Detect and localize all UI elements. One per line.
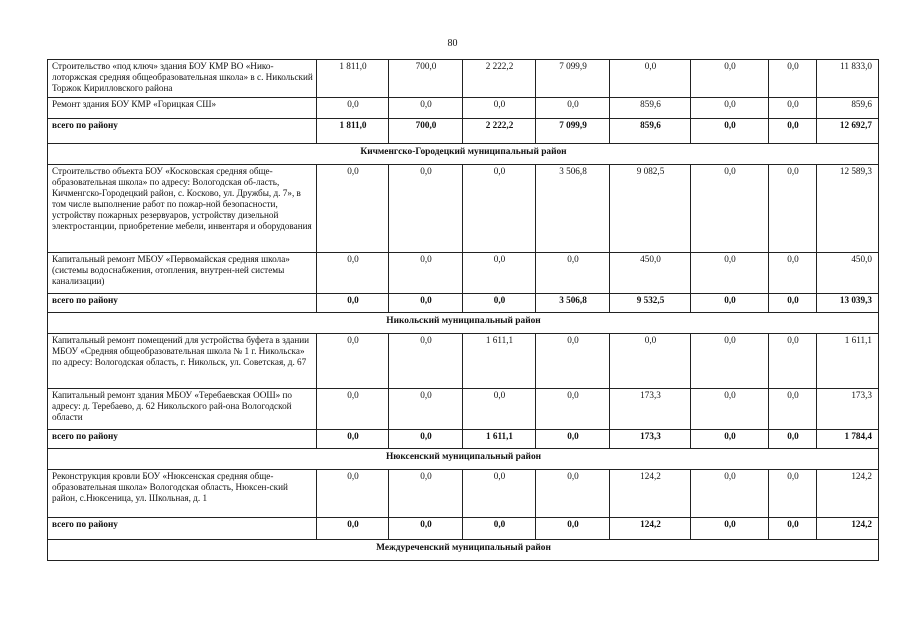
project-name-cell: Капитальный ремонт МБОУ «Первомайская средняя школа» (системы водоснабжения, отопления, внутрен-ней системы канализации) [48,253,317,294]
total-value-cell: 700,0 [389,119,463,144]
value-cell: 2 222,2 [463,60,536,98]
value-cell: 859,6 [610,98,691,119]
value-cell: 0,0 [769,389,817,430]
total-value-cell: 0,0 [389,518,463,540]
value-cell: 0,0 [463,389,536,430]
value-cell: 0,0 [691,60,769,98]
district-header-row [48,313,879,334]
value-cell: 0,0 [691,334,769,389]
value-cell: 7 099,9 [536,60,610,98]
value-cell: 0,0 [610,60,691,98]
value-cell: 1 611,1 [463,334,536,389]
table-row [48,98,879,119]
value-cell: 124,2 [817,470,879,518]
total-value-cell: 0,0 [463,294,536,313]
total-value-cell: 0,0 [536,518,610,540]
total-label-cell: всего по району [48,119,317,144]
total-value-cell: 0,0 [389,430,463,449]
district-header-row [48,540,879,561]
district-title: Никольский муниципальный район [48,313,879,334]
total-value-cell: 0,0 [463,518,536,540]
district-header-row [48,144,879,165]
total-value-cell: 0,0 [691,294,769,313]
budget-table [47,59,879,561]
value-cell: 0,0 [317,98,389,119]
total-value-cell: 0,0 [769,430,817,449]
value-cell: 0,0 [769,165,817,253]
district-total-row [48,518,879,540]
table-row [48,253,879,294]
project-name-cell: Капитальный ремонт здания МБОУ «Теребаевская ООШ» по адресу: д. Теребаево, д. 62 Никольского рай-она Вологодской области [48,389,317,430]
value-cell: 0,0 [389,253,463,294]
value-cell: 173,3 [610,389,691,430]
total-value-cell: 9 532,5 [610,294,691,313]
value-cell: 859,6 [817,98,879,119]
total-value-cell: 124,2 [610,518,691,540]
district-total-row [48,294,879,313]
district-total-row [48,119,879,144]
value-cell: 0,0 [389,389,463,430]
project-name-cell: Ремонт здания БОУ КМР «Горицкая СШ» [48,98,317,119]
table-row [48,470,879,518]
value-cell: 0,0 [536,470,610,518]
district-total-row [48,430,879,449]
value-cell: 0,0 [317,470,389,518]
value-cell: 0,0 [691,98,769,119]
project-name-cell: Строительство объекта БОУ «Косковская средняя обще-образовательная школа» по адресу: Вологодская об-ласть, Кичменгско-Городецкий район, с. Косково, ул. Дружбы, д. 7», в том числе выполнение работ по пожар-ной безопасности, устройству пожарных резервуаров, устройству дизельной электростанции, приобретение мебели, инвентаря и оборудования [48,165,317,253]
value-cell: 0,0 [691,389,769,430]
value-cell: 0,0 [536,98,610,119]
value-cell: 0,0 [317,389,389,430]
value-cell: 0,0 [389,165,463,253]
value-cell: 124,2 [610,470,691,518]
value-cell: 0,0 [691,165,769,253]
value-cell: 3 506,8 [536,165,610,253]
value-cell: 12 589,3 [817,165,879,253]
value-cell: 0,0 [691,470,769,518]
total-label-cell: всего по району [48,430,317,449]
value-cell: 0,0 [317,253,389,294]
value-cell: 9 082,5 [610,165,691,253]
total-value-cell: 0,0 [317,430,389,449]
total-value-cell: 1 811,0 [317,119,389,144]
total-label-cell: всего по району [48,518,317,540]
table-row [48,165,879,253]
value-cell: 1 811,0 [317,60,389,98]
value-cell: 0,0 [463,98,536,119]
value-cell: 0,0 [463,470,536,518]
value-cell: 0,0 [610,334,691,389]
total-value-cell: 0,0 [769,518,817,540]
value-cell: 0,0 [389,98,463,119]
value-cell: 11 833,0 [817,60,879,98]
project-name-cell: Капитальный ремонт помещений для устройства буфета в здании МБОУ «Средняя общеобразовательная школа № 1 г. Никольска» по адресу: Вологодская область, г. Никольск, ул. Советская, д. 67 [48,334,317,389]
total-value-cell: 0,0 [536,430,610,449]
value-cell: 0,0 [536,334,610,389]
total-value-cell: 124,2 [817,518,879,540]
total-value-cell: 12 692,7 [817,119,879,144]
district-title: Кичменгско-Городецкий муниципальный район [48,144,879,165]
total-value-cell: 0,0 [769,294,817,313]
total-value-cell: 0,0 [691,119,769,144]
value-cell: 0,0 [769,60,817,98]
value-cell: 0,0 [463,253,536,294]
total-value-cell: 1 784,4 [817,430,879,449]
value-cell: 0,0 [769,334,817,389]
value-cell: 450,0 [817,253,879,294]
district-header-row [48,449,879,470]
total-label-cell: всего по району [48,294,317,313]
value-cell: 0,0 [463,165,536,253]
value-cell: 0,0 [536,389,610,430]
total-value-cell: 3 506,8 [536,294,610,313]
total-value-cell: 1 611,1 [463,430,536,449]
total-value-cell: 0,0 [769,119,817,144]
total-value-cell: 0,0 [317,294,389,313]
value-cell: 173,3 [817,389,879,430]
district-title: Междуреченский муниципальный район [48,540,879,561]
value-cell: 0,0 [691,253,769,294]
value-cell: 450,0 [610,253,691,294]
table-row [48,334,879,389]
value-cell: 0,0 [769,253,817,294]
district-title: Нюксенский муниципальный район [48,449,879,470]
total-value-cell: 7 099,9 [536,119,610,144]
project-name-cell: Строительство «под ключ» здания БОУ КМР ВО «Нико-лоторжская средняя общеобразовательная школа» в с. Никольский Торжок Кирилловского района [48,60,317,98]
value-cell: 0,0 [389,334,463,389]
total-value-cell: 859,6 [610,119,691,144]
project-name-cell: Реконструкция кровли БОУ «Нюксенская средняя обще-образовательная школа» Вологодская область, Нюксен-ский район, с.Нюксеница, ул. Школьная, д. 1 [48,470,317,518]
value-cell: 0,0 [317,165,389,253]
value-cell: 700,0 [389,60,463,98]
value-cell: 1 611,1 [817,334,879,389]
total-value-cell: 0,0 [389,294,463,313]
value-cell: 0,0 [769,98,817,119]
table-row [48,389,879,430]
total-value-cell: 0,0 [317,518,389,540]
value-cell: 0,0 [769,470,817,518]
total-value-cell: 0,0 [691,518,769,540]
table-row [48,60,879,98]
page-number: 80 [447,38,458,49]
value-cell: 0,0 [389,470,463,518]
total-value-cell: 173,3 [610,430,691,449]
value-cell: 0,0 [536,253,610,294]
total-value-cell: 2 222,2 [463,119,536,144]
total-value-cell: 0,0 [691,430,769,449]
total-value-cell: 13 039,3 [817,294,879,313]
value-cell: 0,0 [317,334,389,389]
